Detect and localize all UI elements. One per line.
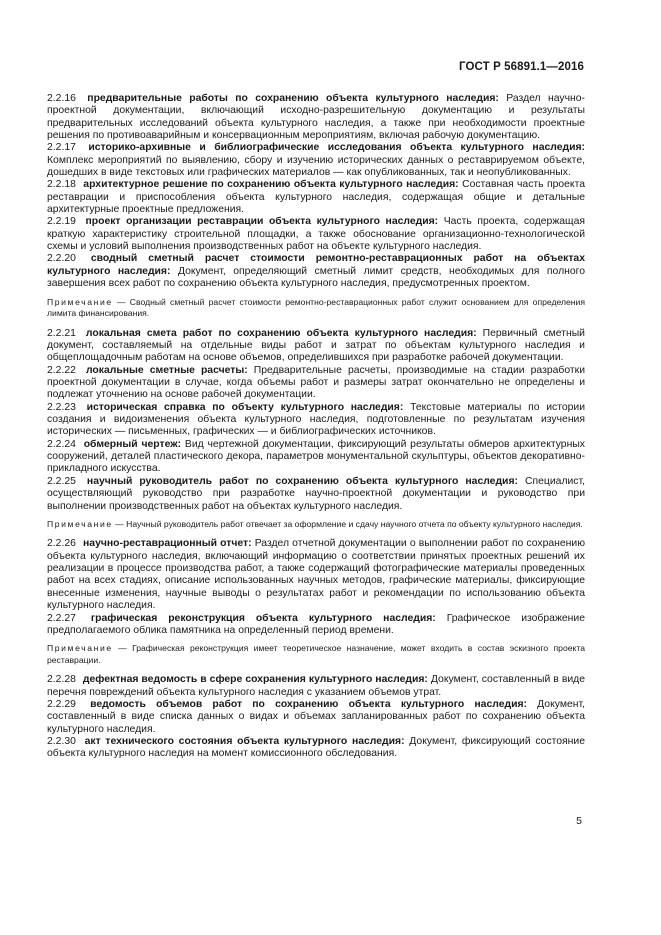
clause-number: 2.2.16	[47, 93, 76, 104]
defined-term: графическая реконструкция объекта культурного наследия:	[90, 612, 436, 624]
note	[47, 519, 585, 531]
defined-term: научно-реставрационный отчет:	[83, 538, 252, 550]
defined-term: историческая справка по объекту культурного наследия:	[86, 401, 404, 413]
definition-text: Раздел отчетной документации о выполнении работ по сохранению объекта культурного наследия, включающий информацию о соответствии принятых проектных решений их реализации в процессе производства работ, а также содержащий фотографические материалы проведенных работ на всех стадиях, описание использованных научных методов, графические материалы, фиксирующие внесенные изменения, научные выводы о результатах работ и рекомендации по использованию объекта культурного наследия.	[47, 538, 586, 612]
definition-entry	[47, 439, 585, 476]
definition-entry	[47, 328, 585, 365]
note-text: — Графическая реконструкция имеет теоретическое назначение, может входить в состав эскизного проекта реставрации.	[47, 643, 585, 665]
note	[47, 297, 585, 320]
definition-text: Предварительные расчеты, производимые на стадии разработки проектной документации в случае, когда объемы работ и размеры затрат окончательно не определены и подлежат уточнению на основе рабочей документации.	[47, 364, 585, 401]
clause-number: 2.2.17	[47, 142, 76, 154]
clause-number: 2.2.20	[47, 253, 76, 265]
defined-term: проект организации реставрации объекта культурного наследия:	[85, 216, 439, 228]
clause-number: 2.2.29	[47, 699, 76, 711]
definition-entry	[47, 613, 585, 638]
defined-term: научный руководитель работ по сохранению объекта культурного наследия:	[86, 475, 518, 487]
defined-term: предварительные работы по сохранению объекта культурного наследия:	[87, 93, 499, 104]
definitions-body	[47, 93, 585, 761]
definition-entry	[47, 736, 585, 761]
defined-term: дефектная ведомость в сфере сохранения культурного наследия:	[82, 674, 428, 686]
definition-entry	[47, 699, 585, 736]
definition-entry	[47, 142, 585, 179]
definition-text: Составная часть проекта реставрации и приспособления объекта культурного наследия, содержащая общие и детальные архитектурные проектные предложения.	[47, 179, 586, 216]
clause-number: 2.2.18	[47, 179, 76, 191]
clause-number: 2.2.27	[47, 612, 76, 624]
definition-text: Документ, фиксирующий состояние объекта культурного наследия на момент комиссионного обследования.	[47, 736, 586, 760]
clause-number: 2.2.19	[47, 216, 76, 228]
definition-text: Документ, составленный в виде перечня повреждений объекта культурного наследия с указанием объемов утрат.	[47, 674, 585, 698]
definition-entry	[47, 476, 585, 513]
definition-entry	[47, 674, 585, 699]
definition-text: Комплекс мероприятий по выявлению, сбору и изучению исторических данных о реставрируемом объекте, дошедших в виде текстовых или графических материалов — как опубликованных, так и неопубликованных.	[47, 154, 585, 179]
clause-number: 2.2.30	[47, 736, 76, 748]
definition-entry	[47, 179, 585, 216]
clause-number: 2.2.23	[47, 401, 76, 413]
defined-term: локальная смета работ по сохранению объекта культурного наследия:	[85, 327, 477, 339]
defined-term: ведомость объемов работ по сохранению объекта культурного наследия:	[90, 699, 527, 711]
clause-number: 2.2.21	[47, 327, 76, 339]
clause-number: 2.2.28	[47, 674, 76, 686]
note-text: — Сводный сметный расчет стоимости ремонтно-реставрационных работ служит основанием для определения лимита финансирования.	[47, 296, 585, 319]
definition-text: Графическое изображение предполагаемого облика памятника на определенный период времени.	[47, 612, 585, 636]
definition-entry	[47, 402, 585, 439]
note	[47, 643, 585, 666]
definition-text: Документ, составленный в виде списка данных о видах и объемах запланированных работ по сохранению объекта культурного наследия.	[47, 699, 585, 735]
definition-text: Часть проекта, содержащая краткую характеристику строительной площадки, а также обоснование организационно-технологической схемы и условий выполнения производственных работ на объекте культурного наследия.	[47, 216, 586, 253]
definition-text: Текстовые материалы по истории создания и видоизменения объекта культурного наследия, подготовленные по результатам изучения исторических — письменных, графических — и библиографических источников.	[47, 401, 586, 438]
note-label: Примечание	[47, 296, 113, 307]
note-text: — Научный руководитель работ отвечает за оформление и сдачу научного отчета по объекту культурного наследия.	[115, 518, 583, 529]
definition-entry	[47, 538, 585, 612]
defined-term: обмерный чертеж:	[83, 438, 182, 450]
standard-header: ГОСТ Р 56891.1—2016	[459, 61, 584, 73]
definition-text: Первичный сметный документ, составляемый на отдельные виды работ и затрат по объектам культурного наследия и общеплощадочным работам на основе объемов, определившихся при разработке рабочей документации.	[47, 327, 585, 364]
definition-text: Раздел научно-проектной документации, включающий исходно-разрешительную документацию и результаты предварительных исследований объекта культурного наследия, а также при необходимости проектные решения по противоаварийным и консервационным мероприятиям, включая рабочую документацию.	[47, 93, 586, 142]
definition-entry	[47, 253, 585, 290]
defined-term: архитектурное решение по сохранению объекта культурного наследия:	[83, 179, 459, 191]
definition-entry	[47, 93, 585, 142]
clause-number: 2.2.24	[47, 438, 76, 450]
defined-term: локальные сметные расчеты:	[85, 364, 248, 376]
clause-number: 2.2.22	[47, 364, 76, 376]
page-number: 5	[576, 815, 582, 827]
defined-term: историко-архивные и библиографические исследования объекта культурного наследия:	[88, 142, 586, 154]
clause-number: 2.2.26	[47, 538, 76, 550]
defined-term: сводный сметный расчет стоимости ремонтно-реставрационных работ на объектах культурного наследия:	[47, 253, 585, 277]
definition-entry	[47, 365, 585, 402]
note-label: Примечание	[47, 518, 113, 529]
definition-text: Специалист, осуществляющий руководство при разработке научно-проектной документации и руководство при выполнении производственных работ на объектах культурного наследия.	[47, 475, 585, 512]
definition-text: Вид чертежной документации, фиксирующий результаты обмеров архитектурных сооружений, деталей пластического декора, параметров монументальной скульптуры, объектов декоративно-прикладного искусства.	[47, 438, 585, 475]
defined-term: акт технического состояния объекта культурного наследия:	[84, 736, 405, 748]
clause-number: 2.2.25	[47, 475, 76, 487]
definition-text: Документ, определяющий сметный лимит средств, необходимых для полного завершения всех работ по сохранению объекта культурного наследия, предусмотренных проектом.	[47, 265, 585, 290]
note-label: Примечание	[47, 643, 113, 654]
definition-entry	[47, 216, 585, 253]
